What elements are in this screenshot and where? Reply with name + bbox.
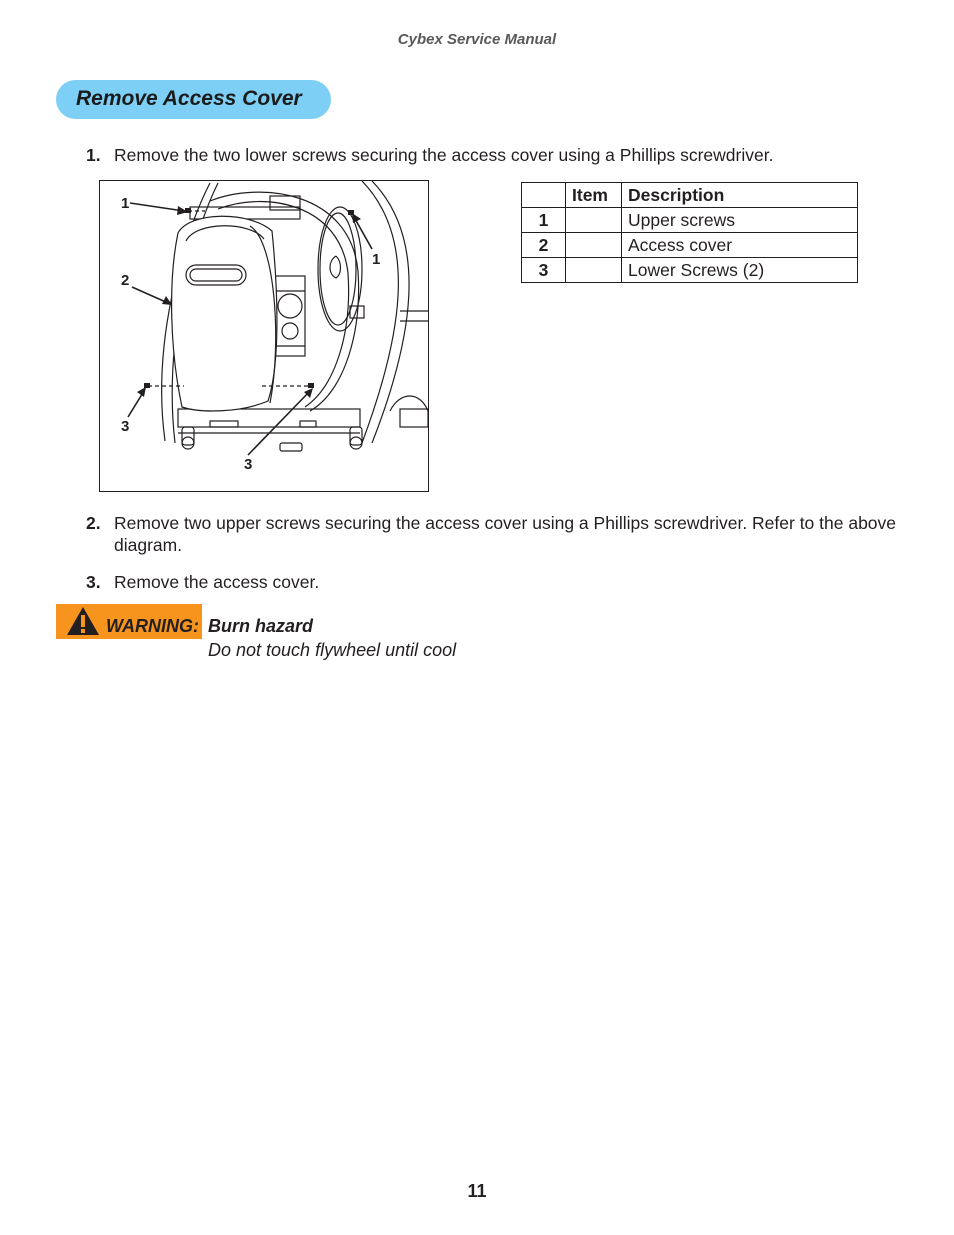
table-cell-empty [566,258,622,283]
table-cell-item-number: 3 [522,258,566,283]
parts-table [521,182,858,283]
table-header-description: Description [622,183,858,208]
warning-badge [56,604,202,639]
step-number: 2. [86,513,101,533]
step-text: Remove the access cover. [114,572,320,592]
callout-access-cover: 2 [121,272,130,289]
running-header: Cybex Service Manual [397,31,557,48]
table-cell-description: Access cover [622,233,858,258]
access-cover-diagram [99,180,429,492]
warning-label: WARNING: [106,616,199,636]
callout-upper-screw-left: 1 [121,195,130,212]
step-number: 1. [86,145,101,165]
step-text: Remove the two lower screws securing the access cover using a Phillips screwdriver. [114,145,774,165]
table-header-item: Item [566,183,622,208]
table-cell-item-number: 2 [522,233,566,258]
table-cell-item-number: 1 [522,208,566,233]
table-row [522,233,858,258]
table-cell-description: Lower Screws (2) [622,258,858,283]
table-cell-empty [566,208,622,233]
table-header-blank [522,183,566,208]
step-number: 3. [86,572,101,592]
table-header-row [522,183,858,208]
callout-upper-screw-right: 1 [372,251,381,268]
warning-text: Do not touch flywheel until cool [208,640,457,660]
step-text: Remove two upper screws securing the access cover using a Phillips screwdriver. Refer to the above diagram. [114,513,897,555]
warning-title: Burn hazard [208,616,314,636]
table-cell-description: Upper screws [622,208,858,233]
table-cell-empty [566,233,622,258]
warning-triangle-icon [66,606,100,636]
callout-lower-screw-right: 3 [244,456,253,473]
table-row [522,208,858,233]
page-number: 11 [467,1181,487,1201]
table-row [522,258,858,283]
elliptical-illustration [100,181,428,491]
callout-lower-screw-left: 3 [121,418,130,435]
section-title: Remove Access Cover [56,80,331,119]
